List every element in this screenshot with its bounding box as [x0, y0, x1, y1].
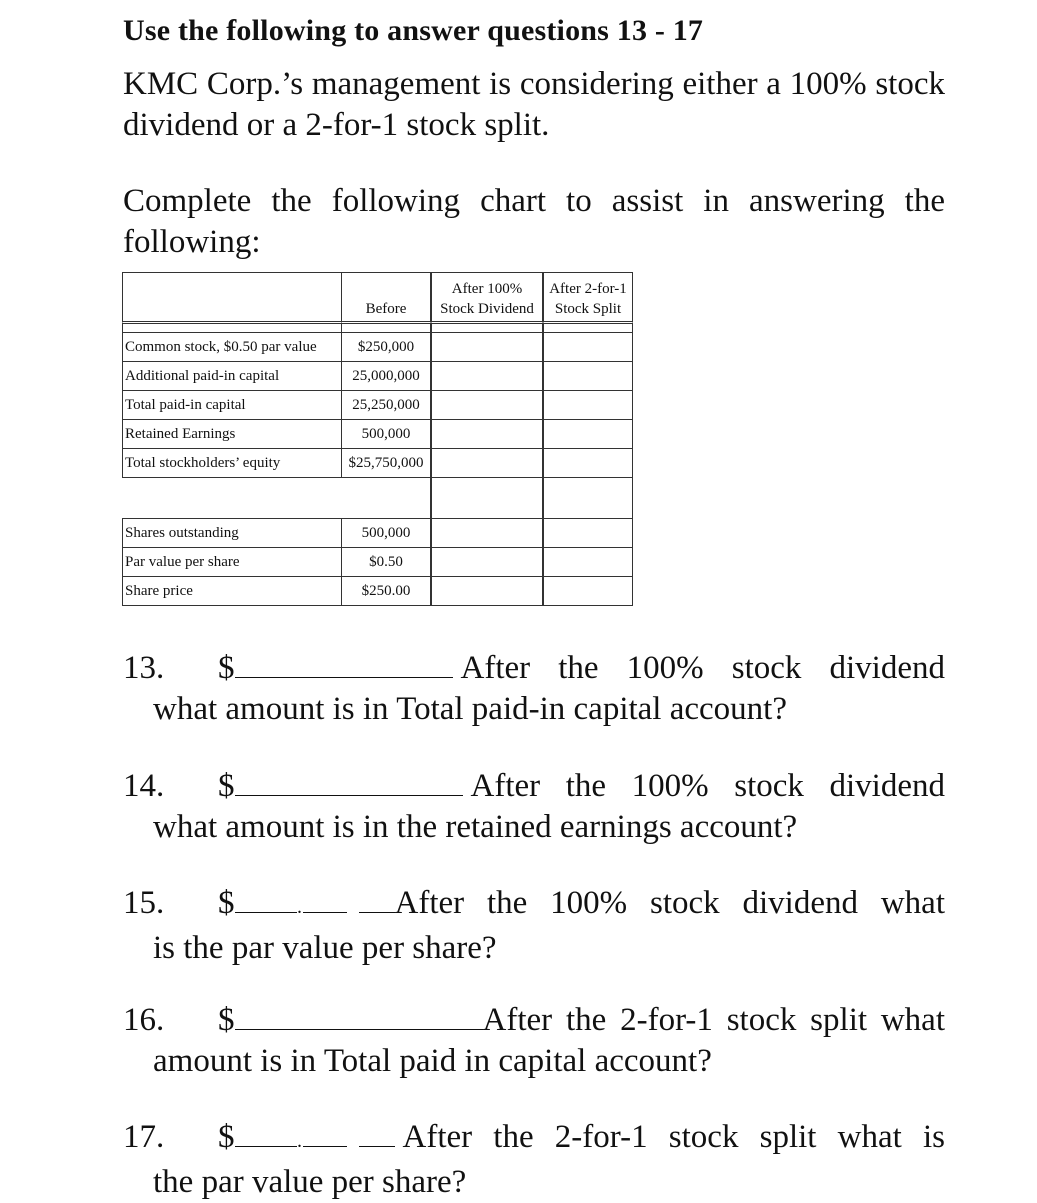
question-text-continued: the par value per share? — [153, 1164, 467, 1200]
dollar-sign: $ — [218, 650, 235, 686]
question-text: After the 2-for-1 stock split what is — [402, 1119, 945, 1155]
row-label: Par value per share — [122, 548, 341, 577]
dollar-sign: $ — [218, 1119, 235, 1155]
question-text: After the 100% stock dividend what — [394, 885, 945, 921]
question-number: 17. — [123, 1119, 165, 1155]
question-text: After the 100% stock dividend — [460, 650, 945, 686]
question-16 — [123, 1000, 945, 1082]
before-value: $250.00 — [341, 577, 431, 606]
split-answer-cell[interactable] — [543, 391, 633, 420]
split-answer-cell[interactable] — [543, 333, 633, 362]
question-text: After the 2-for-1 stock split what — [482, 1002, 945, 1038]
question-17 — [123, 1117, 945, 1203]
row-label: Additional paid-in capital — [122, 362, 341, 391]
answer-blank[interactable] — [235, 1001, 483, 1030]
dividend-answer-cell[interactable] — [431, 548, 543, 577]
dividend-answer-cell[interactable] — [431, 362, 543, 391]
before-value: 500,000 — [341, 519, 431, 548]
intro-paragraph: KMC Corp.’s management is considering either a 100% stock dividend or a 2-for-1 stock split. — [123, 66, 945, 143]
question-14 — [123, 766, 945, 848]
header-after-split: After 2-for-1 Stock Split — [543, 272, 633, 324]
split-answer-cell[interactable] — [543, 548, 633, 577]
answer-blank[interactable] — [235, 649, 453, 678]
dollar-sign: $ — [218, 768, 235, 804]
table-row — [122, 449, 633, 478]
before-value: 500,000 — [341, 420, 431, 449]
question-number: 13. — [123, 650, 165, 686]
table-row — [122, 333, 633, 362]
question-text-continued: is the par value per share? — [153, 930, 497, 966]
split-answer-cell[interactable] — [543, 449, 633, 478]
dollar-sign: $ — [218, 1002, 235, 1038]
dividend-answer-cell[interactable] — [431, 420, 543, 449]
answer-blank[interactable]: . — [235, 884, 395, 928]
answer-blank[interactable] — [235, 767, 463, 796]
row-label: Retained Earnings — [122, 420, 341, 449]
split-answer-cell[interactable] — [543, 577, 633, 606]
equity-chart-table — [122, 272, 633, 606]
question-text-continued: what amount is in the retained earnings account? — [153, 809, 798, 845]
header-blank-cell — [122, 272, 341, 324]
section-heading: Use the following to answer questions 13 - 17 — [123, 14, 704, 47]
before-value: $250,000 — [341, 333, 431, 362]
instruction-paragraph: Complete the following chart to assist in answering the following: — [123, 183, 945, 260]
row-label: Common stock, $0.50 par value — [122, 333, 341, 362]
question-number: 14. — [123, 768, 165, 804]
before-value: 25,000,000 — [341, 362, 431, 391]
split-answer-cell[interactable] — [543, 362, 633, 391]
dividend-answer-cell[interactable] — [431, 519, 543, 548]
table-row — [122, 420, 633, 449]
split-answer-cell[interactable] — [543, 519, 633, 548]
table-spacer-row — [122, 478, 633, 519]
question-text-continued: amount is in Total paid in capital account? — [153, 1043, 712, 1079]
question-number: 16. — [123, 1002, 165, 1038]
header-before: Before — [341, 272, 431, 324]
answer-blank[interactable]: . — [235, 1118, 395, 1162]
question-number: 15. — [123, 885, 165, 921]
dollar-sign: $ — [218, 885, 235, 921]
dividend-answer-cell[interactable] — [431, 577, 543, 606]
row-label: Shares outstanding — [122, 519, 341, 548]
table-row — [122, 391, 633, 420]
row-label: Total paid-in capital — [122, 391, 341, 420]
question-15 — [123, 883, 945, 969]
split-answer-cell[interactable] — [543, 420, 633, 449]
table-row — [122, 548, 633, 577]
row-label: Total stockholders’ equity — [122, 449, 341, 478]
before-value: $0.50 — [341, 548, 431, 577]
row-label: Share price — [122, 577, 341, 606]
table-row — [122, 519, 633, 548]
table-row — [122, 577, 633, 606]
dividend-answer-cell[interactable] — [431, 449, 543, 478]
question-text-continued: what amount is in Total paid-in capital account? — [153, 691, 787, 727]
table-row — [122, 362, 633, 391]
question-text: After the 100% stock dividend — [470, 768, 945, 804]
dividend-answer-cell[interactable] — [431, 391, 543, 420]
before-value: 25,250,000 — [341, 391, 431, 420]
header-after-dividend: After 100% Stock Dividend — [431, 272, 543, 324]
question-13 — [123, 648, 945, 730]
dividend-answer-cell[interactable] — [431, 333, 543, 362]
chart-header-row — [122, 272, 633, 324]
before-value: $25,750,000 — [341, 449, 431, 478]
